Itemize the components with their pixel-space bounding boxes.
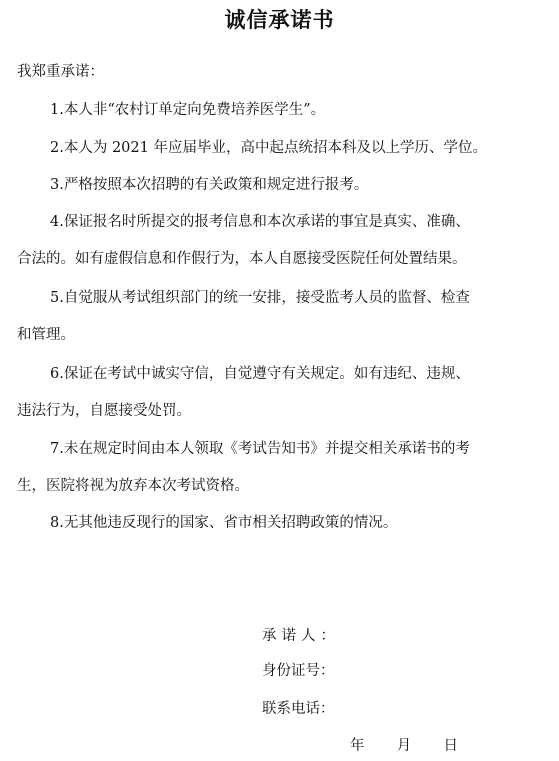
document-title: 诚信承诺书 <box>224 7 335 32</box>
promise-item-7 <box>17 439 529 496</box>
phone-label: 联系电话： <box>262 701 335 717</box>
promise-item-7-line-2: 生，医院将视为放弃本次考试资格。 <box>17 478 249 494</box>
promise-item-4 <box>17 212 529 269</box>
promise-item-5 <box>17 288 529 345</box>
date-day: 日 <box>443 738 459 754</box>
promise-item-4-line-1: 4.保证报名时所提交的报考信息和本次承诺的事宜是真实、准确、 <box>50 214 470 230</box>
promise-item-4-line-2: 合法的。如有虚假信息和作假行为，本人自愿接受医院任何处置结果。 <box>17 251 467 267</box>
promise-item-5-line-1: 5.自觉服从考试组织部门的统一安排，接受监考人员的监督、检查 <box>50 290 470 306</box>
promise-item-2-line-1: 2.本人为 2021 年应届毕业，高中起点统招本科及以上学历、学位。 <box>50 140 487 156</box>
intro-text: 我郑重承诺： <box>17 64 104 80</box>
promise-item-5-line-2: 和管理。 <box>17 327 75 343</box>
promise-item-2 <box>17 138 529 158</box>
promise-item-8-line-1: 8.无其他违反现行的国家、省市相关招聘政策的情况。 <box>50 515 398 531</box>
promiser-label: 承诺人： <box>262 628 340 644</box>
promise-item-6-line-1: 6.保证在考试中诚实守信，自觉遵守有关规定。如有违纪、违规、 <box>50 366 470 382</box>
promise-item-6-line-2: 违法行为，自愿接受处罚。 <box>17 403 191 419</box>
date-year: 年 <box>350 738 365 754</box>
promise-item-1-line-1: 1.本人非“农村订单定向免费培养医学生”。 <box>50 102 326 118</box>
date-month: 月 <box>396 738 412 754</box>
date-line <box>350 736 458 756</box>
promise-item-3-line-1: 3.严格按照本次招聘的有关政策和规定进行报考。 <box>50 177 369 193</box>
id-number-label: 身份证号： <box>262 663 335 679</box>
promise-item-8 <box>17 513 529 533</box>
promise-item-1 <box>17 100 529 120</box>
promise-item-6 <box>17 364 529 421</box>
promise-item-7-line-1: 7.未在规定时间由本人领取《考试告知书》并提交相关承诺书的考 <box>50 441 470 457</box>
promise-item-3 <box>17 175 529 195</box>
